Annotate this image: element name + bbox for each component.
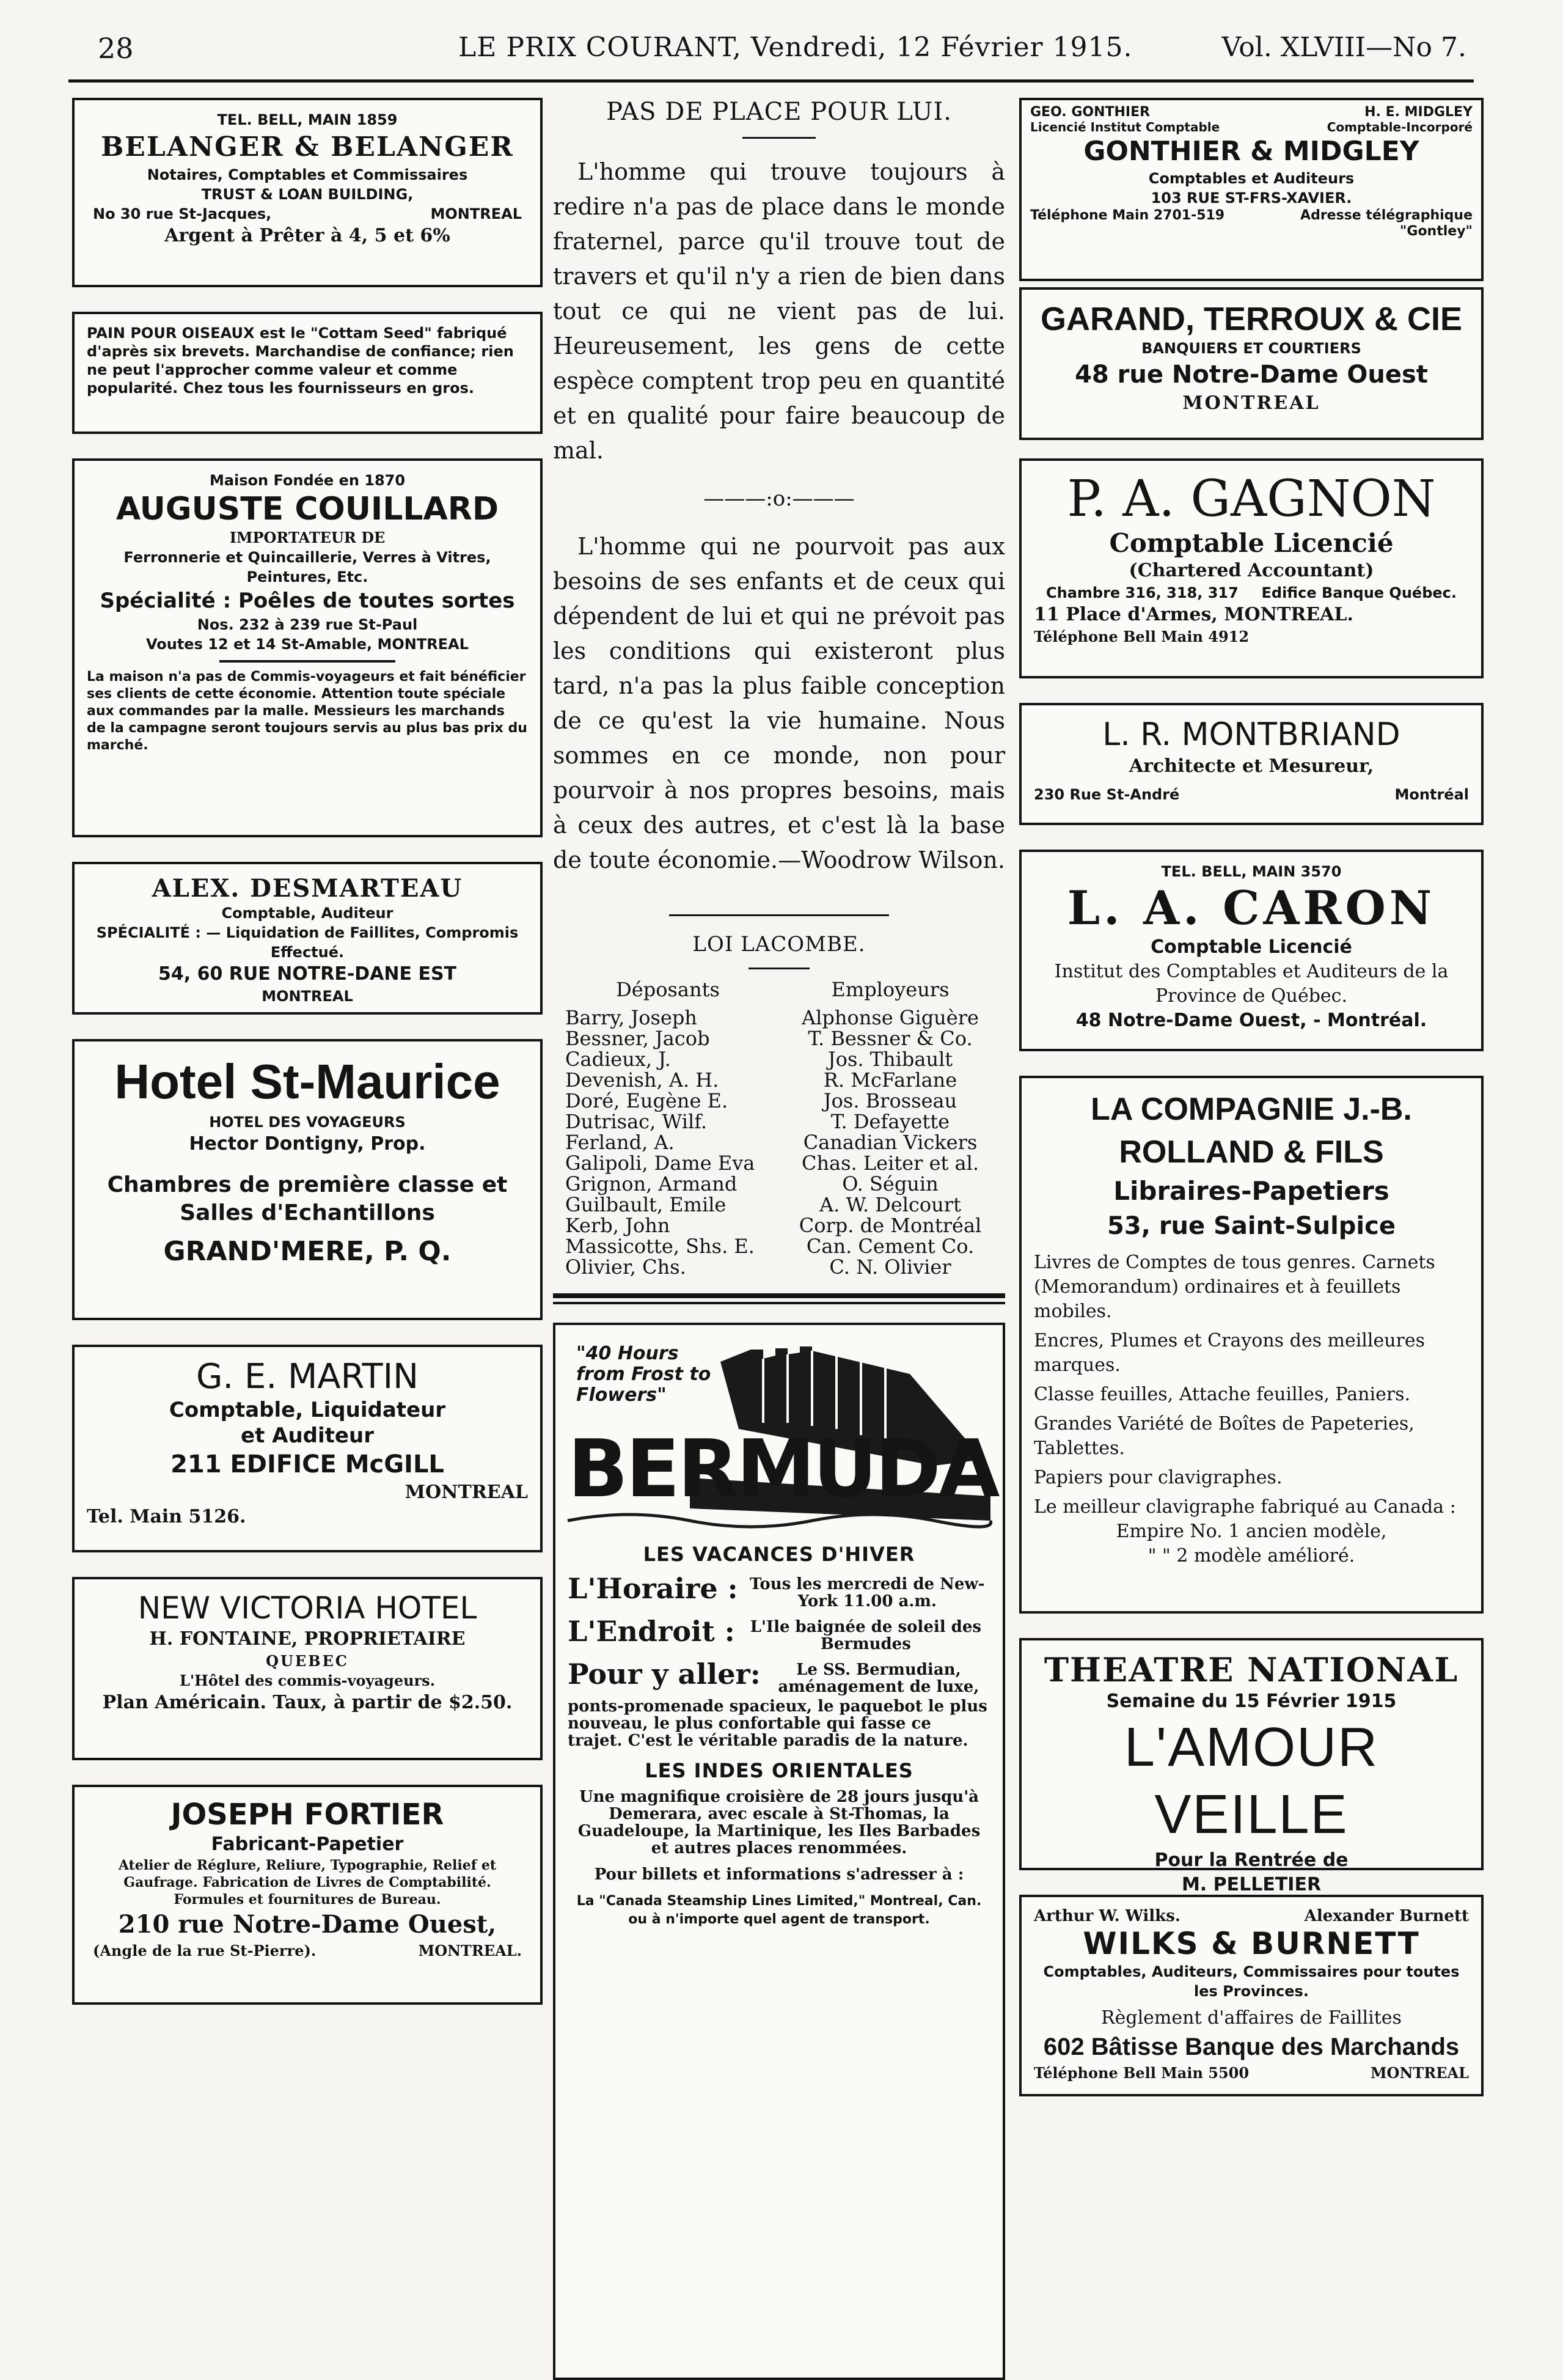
theatre-play: L'AMOUR VEILLE: [1124, 1717, 1379, 1845]
single-rule: [553, 1302, 1005, 1304]
gonthier-name: GONTHIER & MIDGLEY: [1083, 136, 1419, 167]
couillard-goods: Ferronnerie et Quincaillerie, Verres à Vitres, Peintures, Etc.: [123, 549, 491, 586]
rolland-model2: " " 2 modèle amélioré.: [1148, 1545, 1355, 1566]
list-item: Livres de Comptes de tous genres. Carnets (Memorandum) ordinaires et à feuillets mobiles.: [1034, 1252, 1435, 1322]
wilks-city: MONTREAL: [1370, 2064, 1469, 2082]
couillard-role: IMPORTATEUR DE: [229, 529, 386, 546]
left-column: [72, 98, 543, 2029]
bermuda-horaire: [568, 1572, 990, 1610]
martin-address: 211 EDIFICE McGILL: [170, 1450, 444, 1478]
couillard-address2: Voutes 12 et 14 St-Amable, MONTREAL: [146, 636, 469, 653]
theatre-name: THEATRE NATIONAL: [1044, 1650, 1459, 1689]
rolland-role: Libraires-Papetiers: [1113, 1176, 1389, 1206]
st-maurice-city: GRAND'MERE, P. Q.: [163, 1236, 452, 1267]
wilks-name: WILKS & BURNETT: [1083, 1926, 1420, 1961]
fortier-corner: (Angle de la rue St-Pierre).: [93, 1942, 317, 1959]
gonthier-p2-role: Comptable-Incorporé: [1327, 120, 1473, 134]
list-item: R. McFarlane: [823, 1068, 957, 1092]
law-top-rule: [669, 914, 889, 916]
garand-name: GARAND, TERROUX & CIE: [1040, 301, 1463, 337]
fortier-city: MONTREAL.: [418, 1942, 522, 1959]
couillard-rule: [219, 660, 396, 663]
gonthier-tel: Téléphone Main 2701-519: [1030, 208, 1225, 223]
belanger-tel: TEL. BELL, MAIN 1859: [217, 111, 398, 128]
list-item: Ferland, A.: [565, 1131, 675, 1154]
bermuda-info: Pour billets et informations s'adresser à :: [594, 1865, 964, 1884]
list-item: Cadieux, J.: [565, 1048, 671, 1071]
victoria-name: NEW VICTORIA HOTEL: [137, 1590, 477, 1626]
ad-wilks-burnett: [1019, 1895, 1484, 2096]
ad-martin: [72, 1345, 543, 1552]
gagnon-role: Comptable Licencié: [1109, 528, 1394, 558]
bermuda-brand: BERMUDA: [568, 1422, 998, 1515]
right-column: [1019, 98, 1484, 2121]
martin-name: G. E. MARTIN: [196, 1357, 419, 1397]
wilks-p1: Arthur W. Wilks.: [1034, 1907, 1180, 1925]
caron-institute: Institut des Comptables et Auditeurs de la Province de Québec.: [1054, 961, 1449, 1007]
ad-new-victoria: [72, 1577, 543, 1760]
article-paragraph-1: L'homme qui trouve toujours à redire n'a pas de place dans le monde fraternel, parce qu'il trouve tout de travers et qu'il n'y a rien de bien dans tout ce qui ne vient pas de lui. Heureusement, les gens de cette espèce comptent trop peu en quantité et en qualité pour faire beaucoup de mal.: [553, 158, 1005, 464]
montbriand-city: Montréal: [1394, 786, 1469, 803]
belanger-line1: Notaires, Comptables et Commissaires: [147, 166, 468, 183]
victoria-city: QUEBEC: [266, 1652, 349, 1670]
employeurs-column: [788, 979, 993, 1277]
list-item: Encres, Plumes et Crayons des meilleures marques.: [1034, 1330, 1426, 1376]
aller-text: ponts-promenade spacieux, le paquebot le plus nouveau, le plus confortable qui fasse ce trajet. C'est le véritable paradis de la nature.: [568, 1697, 987, 1750]
page-header: [98, 32, 1466, 66]
rolland-model1: Empire No. 1 ancien modèle,: [1116, 1521, 1387, 1542]
garand-role: BANQUIERS ET COURTIERS: [1141, 340, 1361, 357]
wilks-tel: Téléphone Bell Main 5500: [1034, 2064, 1250, 2082]
volume-number: Vol. XLVIII—No 7.: [1221, 32, 1466, 63]
list-item: O. Séguin: [842, 1172, 939, 1196]
ad-montbriand: [1019, 703, 1484, 825]
middle-column: [553, 92, 1005, 2380]
list-item: Corp. de Montréal: [799, 1214, 982, 1237]
employeurs-header: Employeurs: [831, 978, 950, 1001]
ad-bermuda: [553, 1323, 1005, 2380]
martin-role1: Comptable, Liquidateur: [169, 1398, 446, 1422]
gagnon-sub: (Chartered Accountant): [1129, 560, 1374, 581]
bermuda-aller: [568, 1658, 990, 1695]
list-item: Papiers pour clavigraphes.: [1034, 1467, 1283, 1488]
caron-tel: TEL. BELL, MAIN 3570: [1161, 863, 1342, 880]
ad-garand-terroux: [1019, 287, 1484, 440]
ad-rolland: [1019, 1076, 1484, 1614]
bermuda-company: La "Canada Steamship Lines Limited," Montreal, Can. ou à n'importe quel agent de transport.: [576, 1893, 982, 1927]
article-title: PAS DE PLACE POUR LUI.: [606, 98, 952, 126]
page-number: 28: [98, 32, 134, 65]
st-maurice-owner: Hector Dontigny, Prop.: [189, 1133, 426, 1155]
victoria-owner: H. FONTAINE, PROPRIETAIRE: [149, 1628, 466, 1650]
fortier-address: 210 rue Notre-Dame Ouest,: [118, 1910, 497, 1939]
garand-city: MONTREAL: [1182, 392, 1320, 414]
aller-label: Pour y aller:: [568, 1658, 761, 1691]
bermuda-heading: LES VACANCES D'HIVER: [643, 1543, 915, 1566]
st-maurice-name: Hotel St-Maurice: [114, 1054, 500, 1109]
gagnon-address: 11 Place d'Armes, MONTREAL.: [1034, 604, 1353, 625]
montbriand-role: Architecte et Mesureur,: [1129, 755, 1374, 777]
list-item: Guilbault, Emile: [565, 1193, 727, 1216]
ad-couillard: [72, 458, 543, 837]
martin-city: MONTREAL: [404, 1482, 528, 1503]
gonthier-p1-role: Licencié Institut Comptable: [1030, 120, 1220, 134]
st-maurice-rooms: Chambres de première classe et Salles d'Echantillons: [107, 1172, 508, 1225]
desmarteau-name: ALEX. DESMARTEAU: [152, 874, 463, 903]
montbriand-name: L. R. MONTBRIAND: [1102, 716, 1400, 753]
ad-gagnon: [1019, 458, 1484, 678]
list-item: Grignon, Armand: [565, 1172, 738, 1196]
law-title-rule: [749, 968, 810, 969]
fortier-name: JOSEPH FORTIER: [170, 1798, 444, 1832]
list-item: Chas. Leiter et al.: [801, 1151, 979, 1175]
wilks-address: 602 Bâtisse Banque des Marchands: [1043, 2033, 1460, 2060]
bermuda-endroit: [568, 1615, 990, 1653]
belanger-loan: Argent à Prêter à 4, 5 et 6%: [164, 225, 450, 246]
caron-name: L. A. CARON: [1067, 881, 1436, 935]
ad-desmarteau: [72, 862, 543, 1015]
header-rule: [68, 79, 1474, 83]
gonthier-address: 103 RUE ST-FRS-XAVIER.: [1151, 189, 1352, 207]
list-item: T. Defayette: [830, 1110, 950, 1133]
gonthier-p1: GEO. GONTHIER: [1030, 105, 1151, 120]
endroit-value: L'Ile baignée de soleil des Bermudes: [750, 1618, 982, 1653]
list-item: Bessner, Jacob: [565, 1027, 710, 1050]
list-item: Devenish, A. H.: [565, 1068, 719, 1092]
st-maurice-sub: HOTEL DES VOYAGEURS: [209, 1114, 406, 1131]
garand-address: 48 rue Notre-Dame Ouest: [1075, 361, 1428, 389]
belanger-address: No 30 rue St-Jacques,: [93, 205, 272, 222]
montbriand-address: 230 Rue St-André: [1034, 786, 1180, 803]
wilks-role: Comptables, Auditeurs, Commissaires pour toutes les Provinces.: [1043, 1963, 1460, 2000]
couillard-founded: Maison Fondée en 1870: [209, 472, 406, 489]
martin-tel: Tel. Main 5126.: [87, 1506, 246, 1527]
list-item: Galipoli, Dame Eva: [565, 1151, 755, 1175]
list-item: Jos. Thibault: [827, 1048, 953, 1071]
aller-value: Le SS. Bermudian, aménagement de luxe,: [778, 1661, 979, 1696]
wilks-service: Règlement d'affaires de Faillites: [1101, 2007, 1402, 2029]
list-item: Jos. Brosseau: [823, 1089, 957, 1112]
list-item: Classe feuilles, Attache feuilles, Paniers.: [1034, 1384, 1411, 1405]
gagnon-tel: Téléphone Bell Main 4912: [1034, 628, 1250, 645]
deposants-header: Déposants: [616, 978, 720, 1001]
fortier-text: Atelier de Réglure, Reliure, Typographie, Relief et Gaufrage. Fabrication de Livres de Comptabilité. Formules et fournitures de Bureau.: [118, 1857, 496, 1908]
list-item: Le meilleur clavigraphe fabriqué au Canada :: [1034, 1496, 1456, 1518]
list-item: Can. Cement Co.: [806, 1235, 975, 1258]
ad-gonthier-midgley: [1019, 98, 1484, 281]
ad-hotel-st-maurice: [72, 1039, 543, 1320]
couillard-notice: La maison n'a pas de Commis-voyageurs et fait bénéficier ses clients de cette économie. Attention toute spéciale aux commandes par la malle. Messieurs les marchands de la campagne seront toujours servis au plus bas prix du marché.: [87, 669, 527, 753]
bermuda-tagline: "40 Hours from Frost to Flowers": [576, 1343, 711, 1406]
ad-theatre-national: [1019, 1638, 1484, 1895]
ad-belanger: [72, 98, 543, 287]
theatre-sub2: M. PELLETIER: [1181, 1874, 1322, 1895]
caron-address: 48 Notre-Dame Ouest, - Montréal.: [1075, 1010, 1427, 1031]
belanger-line2: TRUST & LOAN BUILDING,: [201, 186, 414, 203]
list-item: Olivier, Chs.: [565, 1255, 686, 1279]
horaire-label: L'Horaire :: [568, 1572, 738, 1605]
couillard-name: AUGUSTE COUILLARD: [116, 491, 499, 527]
horaire-value: Tous les mercredi de New-York 11.00 a.m.: [750, 1575, 985, 1611]
caron-role: Comptable Licencié: [1151, 936, 1352, 958]
martin-role2: et Auditeur: [241, 1423, 374, 1448]
article-paragraph-2: L'homme qui ne pourvoit pas aux besoins de ses enfants et de ceux qui dépendent de lui et qui ne prévoit pas les conditions qui existeront plus tard, n'a pas la plus faible conception de ce qu'est la vie humaine. Nous sommes en ce monde, non pour pourvoir à nos propres besoins, mais à ceux des autres, et c'est là la base de toute économie.—Woodrow Wilson.: [553, 533, 1005, 873]
desmarteau-specialty: SPÉCIALITÉ : — Liquidation de Faillites, Compromis Effectué.: [96, 924, 519, 961]
list-item: A. W. Delcourt: [819, 1193, 961, 1216]
gonthier-telegraph: Adresse télégraphique "Gontley": [1300, 208, 1473, 239]
gagnon-rooms: Chambre 316, 318, 317: [1046, 584, 1239, 601]
law-title: LOI LACOMBE.: [692, 932, 866, 957]
law-table: [553, 979, 1005, 1277]
theatre-sub1: Pour la Rentrée de: [1154, 1849, 1349, 1871]
double-rule: [553, 1293, 1005, 1298]
indes-heading: LES INDES ORIENTALES: [645, 1759, 913, 1782]
couillard-address1: Nos. 232 à 239 rue St-Paul: [197, 616, 418, 633]
theatre-week: Semaine du 15 Février 1915: [1106, 1691, 1397, 1712]
gagnon-name: P. A. GAGNON: [1067, 470, 1436, 528]
desmarteau-role: Comptable, Auditeur: [221, 905, 393, 922]
indes-text: Une magnifique croisière de 28 jours jusqu'à Demerara, avec escale à St-Thomas, la Guadeloupe, la Martinique, les Iles Barbades et autres places renommées.: [577, 1788, 981, 1857]
title-rule: [742, 137, 816, 139]
ad-pain-oiseaux: [72, 312, 543, 434]
belanger-city: MONTREAL: [430, 205, 522, 222]
rolland-name: LA COMPAGNIE J.-B. ROLLAND & FILS: [1091, 1092, 1412, 1170]
list-item: Dutrisac, Wilf.: [565, 1110, 708, 1133]
list-item: Kerb, John: [565, 1214, 670, 1237]
gonthier-p2: H. E. MIDGLEY: [1364, 105, 1473, 120]
list-item: C. N. Olivier: [829, 1255, 951, 1279]
list-item: Doré, Eugène E.: [565, 1089, 728, 1112]
list-item: Barry, Joseph: [565, 1006, 697, 1029]
fortier-role: Fabricant-Papetier: [211, 1834, 404, 1855]
wilks-p2: Alexander Burnett: [1304, 1907, 1469, 1925]
victoria-rates: Plan Américain. Taux, à partir de $2.50.: [102, 1692, 513, 1713]
list-item: Alphonse Giguère: [802, 1006, 979, 1029]
newspaper-title: LE PRIX COURANT, Vendredi, 12 Février 1915.: [458, 32, 1133, 63]
ad-caron: [1019, 850, 1484, 1051]
gagnon-building: Edifice Banque Québec.: [1261, 584, 1457, 601]
section-separator: ———:o:———: [703, 487, 855, 511]
endroit-label: L'Endroit :: [568, 1615, 735, 1648]
list-item: Massicotte, Shs. E.: [565, 1235, 755, 1258]
ad-fortier: [72, 1785, 543, 2005]
victoria-sub: L'Hôtel des commis-voyageurs.: [179, 1672, 436, 1689]
list-item: Grandes Variété de Boîtes de Papeteries, Tablettes.: [1034, 1413, 1415, 1459]
list-item: Canadian Vickers: [803, 1131, 978, 1154]
bermuda-illustration: [568, 1337, 998, 1533]
rolland-address: 53, rue Saint-Sulpice: [1107, 1212, 1396, 1240]
gonthier-role: Comptables et Auditeurs: [1148, 170, 1355, 187]
desmarteau-city: MONTREAL: [262, 988, 353, 1005]
list-item: T. Bessner & Co.: [808, 1027, 973, 1050]
desmarteau-address: 54, 60 RUE NOTRE-DANE EST: [158, 963, 457, 985]
belanger-name: BELANGER & BELANGER: [101, 131, 514, 163]
couillard-specialty: Spécialité : Poêles de toutes sortes: [100, 589, 515, 613]
deposants-column: [565, 979, 771, 1277]
pain-text: PAIN POUR OISEAUX est le "Cottam Seed" fabriqué d'après six brevets. Marchandise de confiance; rien ne peut l'approcher comme valeur et comme popularité. Chez tous les fournisseurs en gros.: [87, 325, 514, 397]
